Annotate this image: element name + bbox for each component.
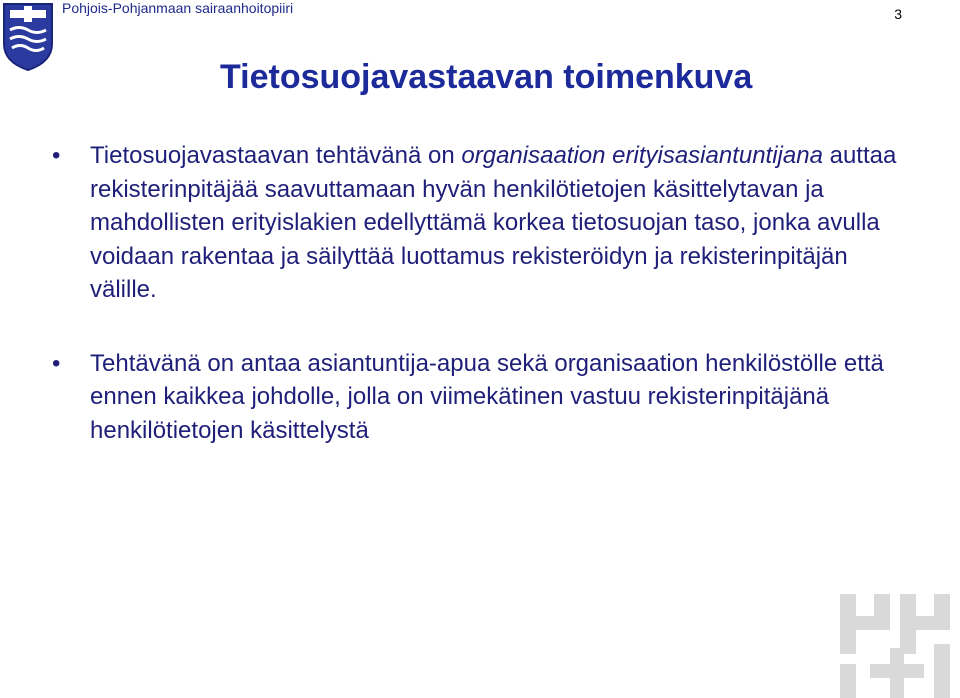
bullet-item — [52, 139, 902, 307]
bullet-emphasis: organisaation erityisasiantuntijana — [461, 142, 823, 169]
bullet-item — [52, 347, 902, 448]
page-number: 3 — [894, 6, 902, 22]
coat-of-arms-icon — [0, 0, 56, 72]
bullet-icon: • — [52, 349, 61, 377]
slide-header — [0, 0, 960, 20]
cross-pattern-watermark-icon — [830, 586, 960, 698]
slide-title: Tietosuojavastaavan toimenkuva — [220, 58, 753, 96]
bullet-text-part: auttaa rekisterinpitäjää saavuttamaan hyvän henkilötietojen käsittelytavan ja mahdollisten erityislakien edellyttämä korkea tietosuojan taso, jonka avulla voidaan rakentaa ja säilyttää luottamus rekisteröidyn ja rekisterinpitäjän välille. — [90, 142, 897, 303]
bullet-text: Tehtävänä on antaa asiantuntija-apua sekä organisaation henkilöstölle että ennen kaikkea johdolle, jolla on viimekätinen vastuu rekisterinpitäjänä henkilötietojen käsittelystä — [90, 349, 884, 444]
organization-name: Pohjois-Pohjanmaan sairaanhoitopiiri — [62, 0, 294, 16]
bullet-list — [52, 139, 902, 447]
bullet-icon: • — [52, 142, 61, 169]
bullet-text-part: Tietosuojavastaavan tehtävänä on — [90, 142, 462, 169]
